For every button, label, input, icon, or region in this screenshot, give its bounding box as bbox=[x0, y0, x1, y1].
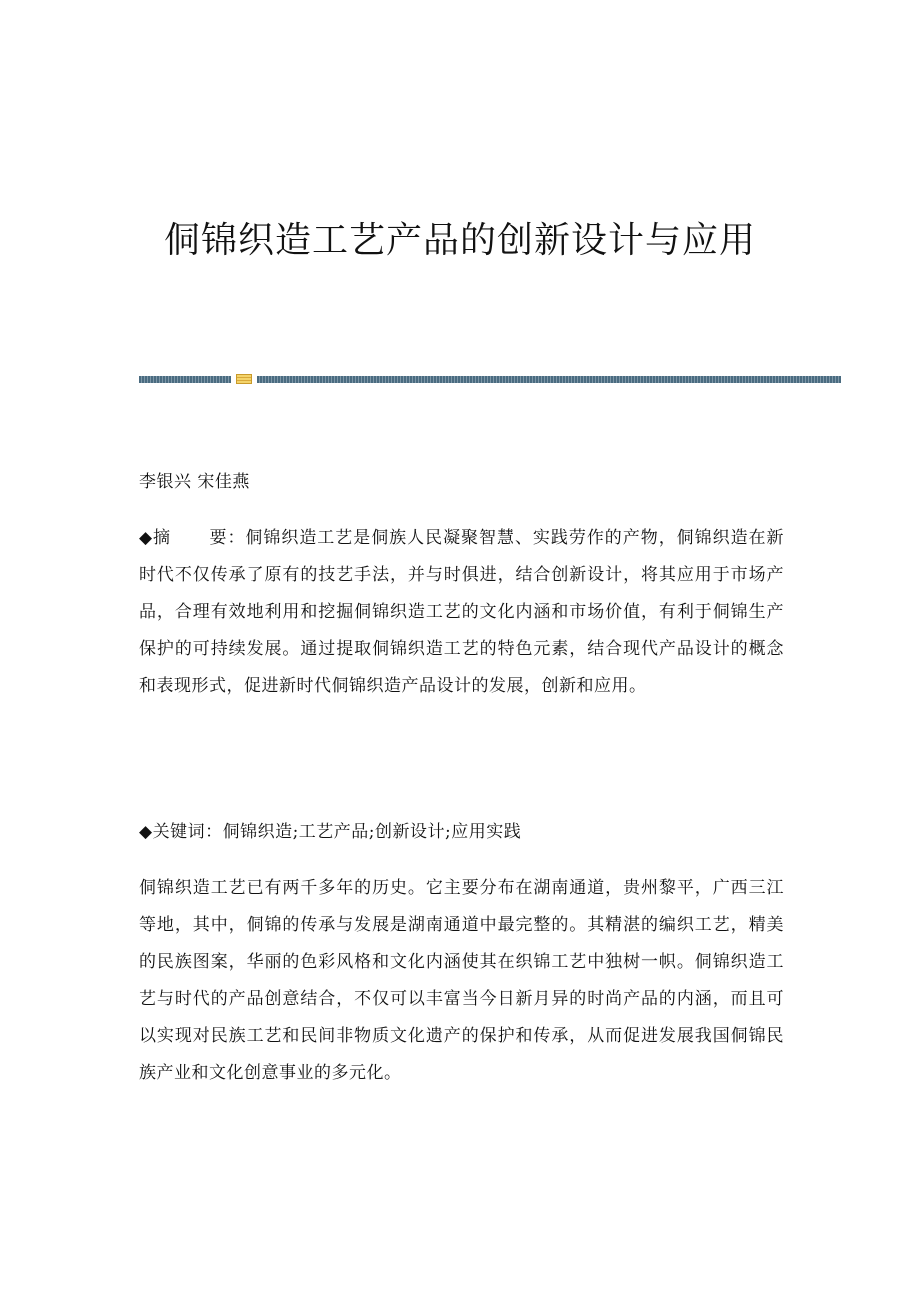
abstract-marker-icon: ◆ bbox=[139, 528, 154, 548]
abstract-label-2: 要： bbox=[209, 528, 246, 548]
keywords-label: 关键词： bbox=[152, 822, 223, 842]
abstract-paragraph bbox=[139, 520, 784, 705]
abstract-label-1: 摘 bbox=[153, 528, 172, 548]
divider-bar-left bbox=[139, 376, 231, 383]
document-title: 侗锦织造工艺产品的创新设计与应用 bbox=[163, 220, 756, 261]
keywords-text: 侗锦织造;工艺产品;创新设计;应用实践 bbox=[222, 822, 522, 842]
keywords-paragraph bbox=[139, 814, 784, 851]
title-divider bbox=[139, 374, 841, 384]
keywords-marker-icon: ◆ bbox=[139, 822, 153, 842]
body-paragraph: 侗锦织造工艺已有两千多年的历史。它主要分布在湖南通道，贵州黎平，广西三江等地，其中，侗锦的传承与发展是湖南通道中最完整的。其精湛的编织工艺，精美的民族图案，华丽的色彩风格和文化内涵使其在织锦工艺中独树一帜。侗锦织造工艺与时代的产品创意结合，不仅可以丰富当今日新月异的时尚产品的内涵，而且可以实现对民族工艺和民间非物质文化遗产的保护和传承，从而促进发展我国侗锦民族产业和文化创意事业的多元化。 bbox=[139, 878, 784, 1083]
divider-bar-right bbox=[257, 376, 841, 383]
divider-ornament-icon bbox=[236, 374, 252, 384]
abstract-text: 侗锦织造工艺是侗族人民凝聚智慧、实践劳作的产物，侗锦织造在新时代不仅传承了原有的技艺手法，并与时俱进，结合创新设计，将其应用于市场产品，合理有效地利用和挖掘侗锦织造工艺的文化内涵和市场价值，有利于侗锦生产保护的可持续发展。通过提取侗锦织造工艺的特色元素，结合现代产品设计的概念和表现形式，促进新时代侗锦织造产品设计的发展，创新和应用。 bbox=[139, 528, 785, 696]
authors: 李银兴 宋佳燕 bbox=[139, 472, 250, 492]
